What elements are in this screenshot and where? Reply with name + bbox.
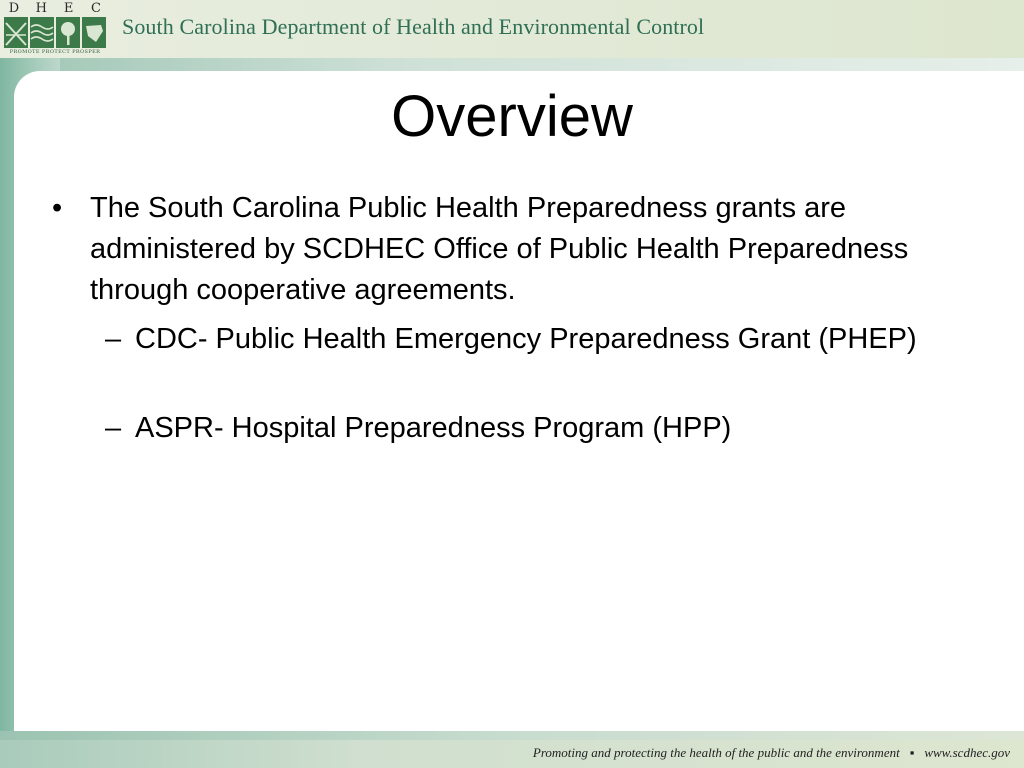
sub-bullet-text: ASPR- Hospital Preparedness Program (HPP)	[135, 412, 732, 444]
logo-letter-h: H	[35, 1, 47, 16]
sub-bullet-marker: –	[105, 323, 122, 355]
bullet-marker: •	[52, 192, 63, 224]
organization-name: South Carolina Department of Health and Environmental Control	[122, 14, 705, 39]
logo-panel-state-icon	[82, 17, 106, 48]
logo-panels	[4, 17, 106, 48]
footer-separator: ▪	[909, 745, 915, 760]
footer-website: www.scdhec.gov	[924, 745, 1010, 760]
bullet-text: The South Carolina Public Health Preparedness grants are administered by SCDHEC Office of Public Health Preparedness through cooperative agreements.	[90, 192, 909, 306]
dhec-logo	[3, 2, 107, 56]
logo-letters	[3, 2, 107, 16]
logo-panel-waves-icon	[30, 17, 54, 48]
logo-letter-e: E	[63, 1, 74, 16]
content-panel	[14, 71, 1024, 731]
frame-bottom-strip	[0, 731, 1024, 740]
logo-letter-c: C	[91, 1, 101, 16]
logo-tagline: PROMOTE PROTECT PROSPER	[9, 49, 101, 55]
logo-letter-d: D	[8, 1, 20, 16]
frame-top-strip	[0, 58, 1024, 71]
header-band	[0, 0, 1024, 58]
sub-bullet-text: CDC- Public Health Emergency Preparedness Grant (PHEP)	[135, 323, 917, 355]
sub-bullet-marker: –	[105, 412, 122, 444]
footer-tagline-text: Promoting and protecting the health of the public and the environment	[532, 745, 900, 760]
slide-title: Overview	[391, 84, 633, 149]
logo-panel-sun-icon	[4, 17, 28, 48]
footer-tagline	[533, 745, 1010, 761]
logo-panel-tree-icon	[56, 17, 80, 48]
